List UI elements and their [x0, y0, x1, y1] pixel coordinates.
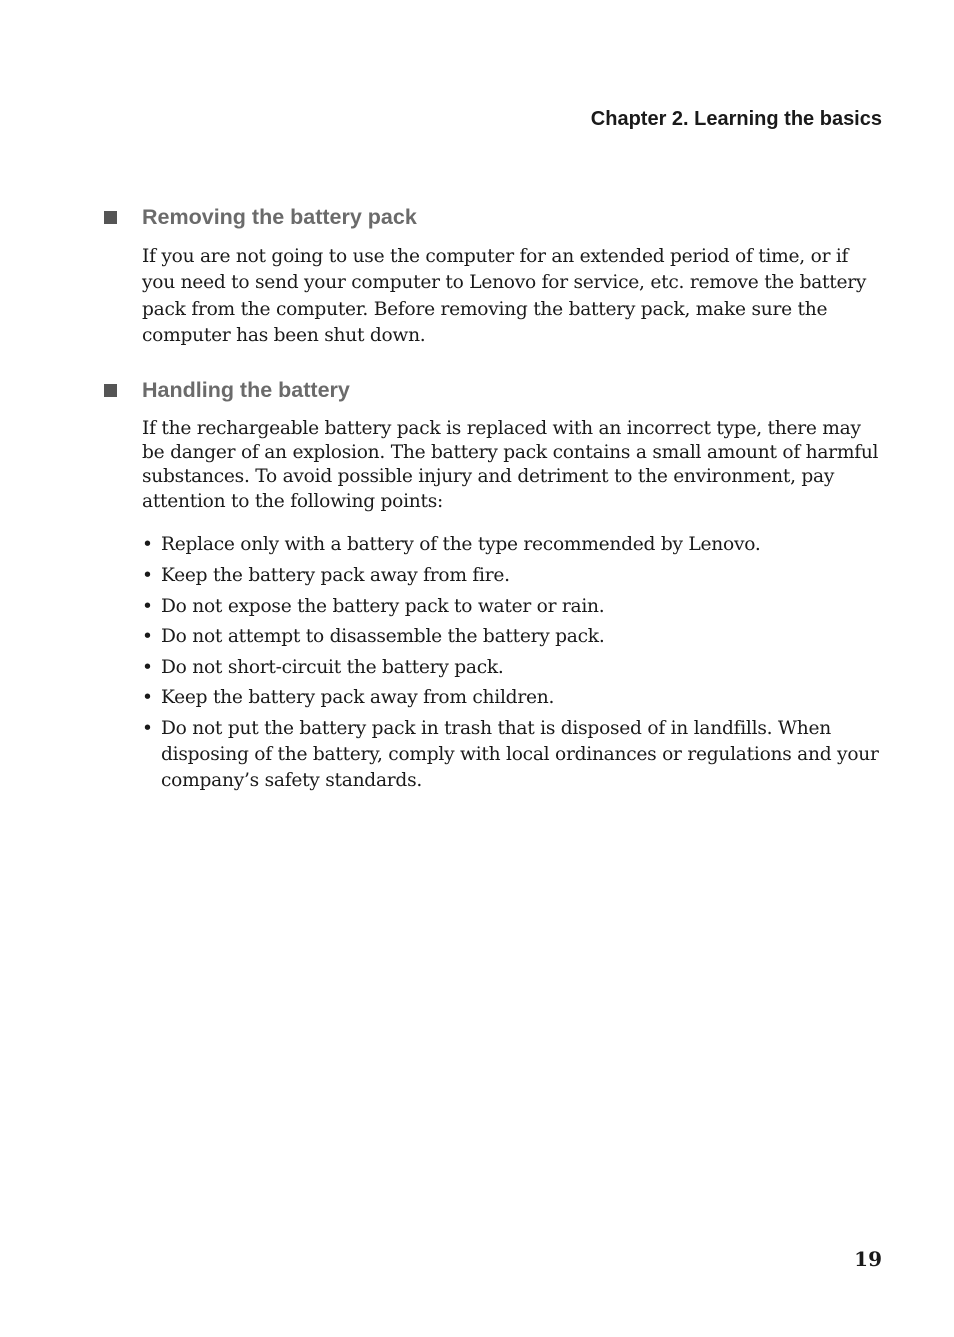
square-bullet-icon	[104, 211, 117, 224]
list-item	[142, 624, 884, 650]
section-title: Removing the battery pack	[142, 204, 417, 229]
bullet-dot-icon: •	[142, 656, 153, 678]
list-item-text: Do not put the battery pack in trash that is disposed of in landfills. When disposing of the battery, comply with local ordinances or regulations and your company’s safety standards.	[161, 717, 879, 791]
precautions-list	[142, 532, 884, 794]
section-heading	[104, 375, 884, 405]
section-handling-battery	[104, 375, 884, 799]
list-item	[142, 563, 884, 589]
bullet-dot-icon: •	[142, 717, 153, 739]
section-heading	[104, 202, 884, 232]
section-title: Handling the battery	[142, 377, 350, 402]
bullet-dot-icon: •	[142, 565, 153, 586]
list-item	[142, 716, 884, 794]
list-item	[142, 532, 884, 558]
bullet-dot-icon: •	[142, 534, 153, 556]
bullet-dot-icon: •	[142, 626, 153, 648]
bullet-dot-icon: •	[142, 687, 153, 709]
page-number: 19	[854, 1247, 882, 1271]
section-removing-battery	[104, 202, 884, 368]
list-item	[142, 594, 884, 620]
list-item	[142, 655, 884, 681]
chapter-header: Chapter 2. Learning the basics	[590, 108, 882, 130]
list-item-text: Keep the battery pack away from fire.	[161, 565, 510, 586]
list-item-text: Do not expose the battery pack to water or rain.	[161, 595, 605, 617]
square-bullet-icon	[104, 384, 117, 397]
section-paragraph: If the rechargeable battery pack is replaced with an incorrect type, there may be danger of an explosion. The battery pack contains a small amount of harmful substances. To avoid possible injury and detriment to the environment, pay attention to the following points:	[142, 418, 879, 512]
list-item-text: Do not short-circuit the battery pack.	[161, 656, 504, 678]
list-item-text: Do not attempt to disassemble the battery pack.	[161, 626, 605, 648]
list-item-text: Keep the battery pack away from children.	[161, 687, 555, 709]
list-item-text: Replace only with a battery of the type recommended by Lenovo.	[161, 534, 761, 556]
list-item	[142, 685, 884, 711]
bullet-dot-icon: •	[142, 595, 153, 617]
section-paragraph: If you are not going to use the computer for an extended period of time, or if you need to send your computer to Lenovo for service, etc. remove the battery pack from the computer. Before removing the battery pack, make sure the computer has been shut down.	[142, 246, 867, 346]
